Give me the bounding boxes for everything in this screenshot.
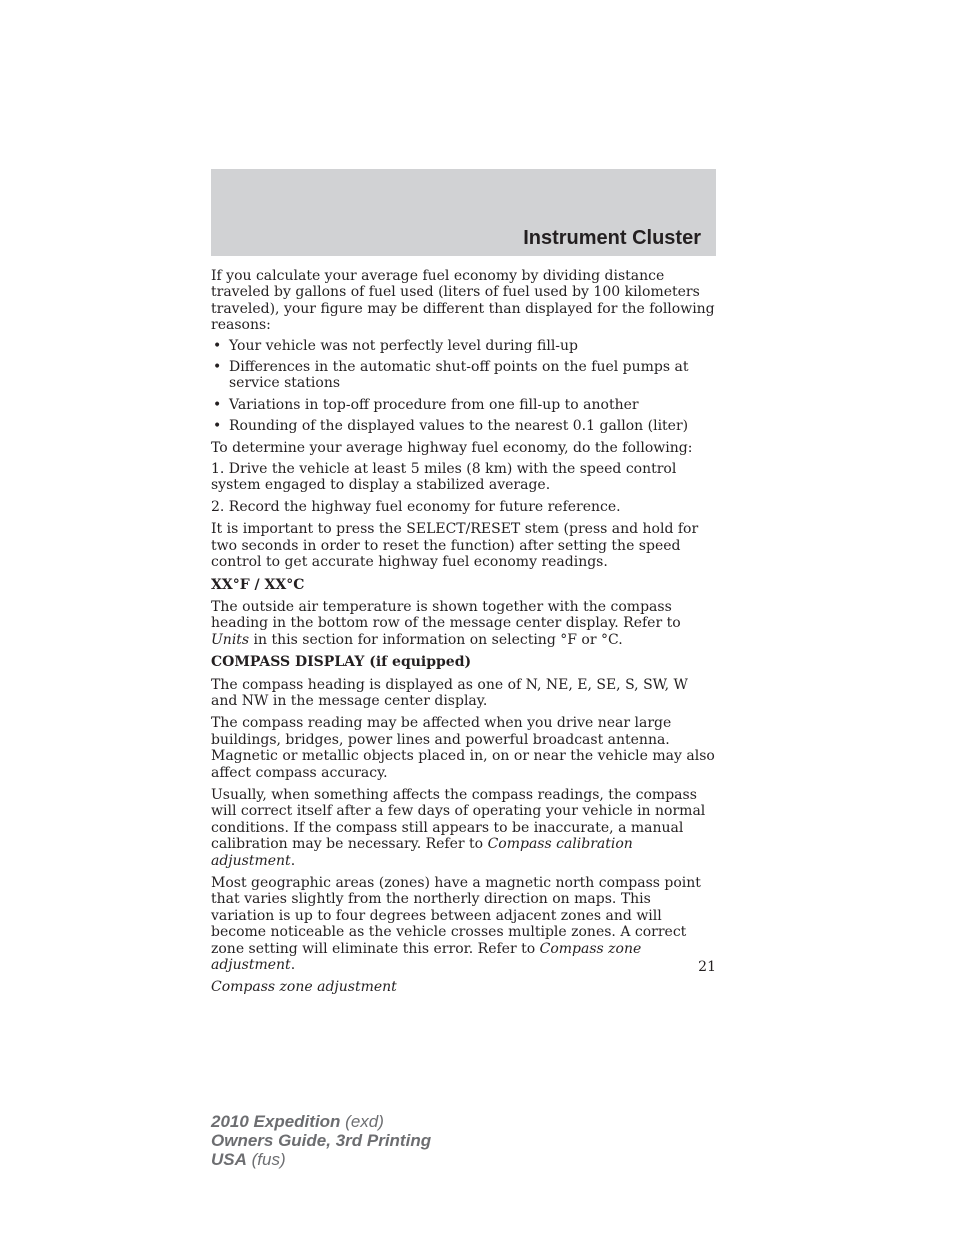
footer-model: 2010 Expedition — [211, 1112, 341, 1131]
compass-heading: COMPASS DISPLAY (if equipped) — [211, 654, 472, 671]
footer-market: USA — [211, 1150, 247, 1169]
temperature-paragraph — [211, 599, 716, 648]
list-item: • Your vehicle was not perfectly level during fill-up — [211, 338, 716, 354]
list-item: • Variations in top-off procedure from one fill-up to another — [211, 397, 716, 413]
step-1: 1. Drive the vehicle at least 5 miles (8 km) with the speed control system engaged to display a stabilized average. — [211, 461, 677, 494]
compass-paragraph-1: The compass heading is displayed as one of N, NE, E, SE, S, SW, W and NW in the message center display. — [211, 676, 688, 709]
zone-reference: Compass zone adjustment — [211, 940, 642, 974]
compass-text: Usually, when something affects the compass readings, the compass will correct itself after a few days of operating your vehicle in normal conditions. If the compass still appears to be inaccurate, a manual calibration may be necessary. Refer to — [211, 786, 706, 853]
section-header-bar — [211, 169, 716, 256]
zone-adjustment-title: Compass zone adjustment — [211, 979, 397, 996]
reset-note: It is important to press the SELECT/RESET stem (press and hold for two seconds in order to reset the function) after setting the speed control to get accurate highway fuel economy readings. — [211, 521, 699, 571]
section-title: Instrument Cluster — [523, 227, 701, 249]
footer-line-3 — [211, 1150, 431, 1169]
list-item: • Differences in the automatic shut-off points on the fuel pumps at service stations — [211, 359, 716, 392]
calibration-reference: Compass calibration adjustment — [211, 836, 633, 869]
units-reference: Units — [211, 631, 250, 648]
compass-paragraph-2: The compass reading may be affected when you drive near large buildings, bridges, power lines and powerful broadcast antenna. Magnetic or metallic objects placed in, on or near the vehicle may also affect compass accuracy. — [211, 715, 715, 781]
reasons-list — [211, 338, 716, 435]
list-item: • Rounding of the displayed values to the nearest 0.1 gallon (liter) — [211, 418, 716, 434]
footer-guide: Owners Guide, 3rd Printing — [211, 1131, 432, 1150]
page-content — [211, 268, 716, 996]
step-2: 2. Record the highway fuel economy for future reference. — [211, 498, 621, 515]
temperature-heading: XX°F / XX°C — [211, 576, 305, 593]
page-number: 21 — [698, 959, 716, 975]
footer-model-code: (exd) — [340, 1112, 384, 1131]
highway-intro: To determine your average highway fuel economy, do the following: — [211, 439, 693, 456]
footer-market-code: (fus) — [246, 1150, 286, 1169]
zone-text: Most geographic areas (zones) have a magnetic north compass point that varies slightly from the northerly direction on maps. This variation is up to four degrees between adjacent zones and will become noticeable as the vehicle crosses multiple zones. A correct zone setting will eliminate this error. Refer to — [211, 875, 701, 957]
intro-paragraph: If you calculate your average fuel economy by dividing distance traveled by gallons of fuel used (liters of fuel used by 100 kilometers traveled), your figure may be different than displayed for the following reasons: — [211, 268, 715, 334]
zone-adjustment-heading — [211, 979, 716, 995]
compass-text-end: . — [290, 852, 296, 869]
compass-paragraph-4 — [211, 875, 716, 973]
zone-text-end: . — [290, 957, 296, 974]
temperature-text-end: in this section for information on selecting °F or °C. — [249, 631, 623, 648]
footer — [211, 1112, 431, 1169]
temperature-text: The outside air temperature is shown together with the compass heading in the bottom row of the message center display. Refer to — [211, 598, 681, 632]
footer-line-2 — [211, 1131, 431, 1150]
footer-line-1 — [211, 1112, 431, 1131]
compass-paragraph-3 — [211, 787, 716, 869]
